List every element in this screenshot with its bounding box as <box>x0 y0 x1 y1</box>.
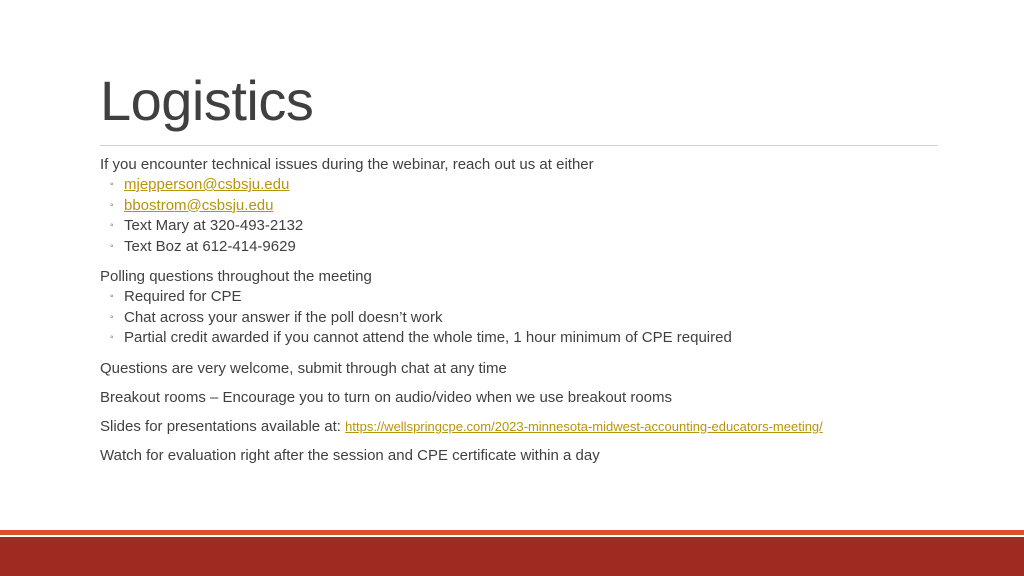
questions-text: Questions are very welcome, submit through chat at any time <box>100 359 507 377</box>
bullet-icon: ◦ <box>110 220 114 231</box>
list-item <box>100 308 980 329</box>
list-item <box>100 287 980 308</box>
slide-title: Logistics <box>100 69 314 132</box>
slides-line <box>100 417 980 437</box>
bullet-icon: ◦ <box>110 179 114 190</box>
contact-list <box>100 175 980 257</box>
evaluation-text: Watch for evaluation right after the session and CPE certificate within a day <box>100 446 600 464</box>
spacer <box>100 379 980 388</box>
spacer <box>100 408 980 417</box>
polling-list <box>100 287 980 349</box>
bullet-icon: ◦ <box>110 199 114 211</box>
text-boz-item: Text Boz at 612-414-9629 <box>124 237 296 255</box>
polling-item-cpe: Required for CPE <box>124 288 242 305</box>
text-mary-item: Text Mary at 320-493-2132 <box>124 217 304 234</box>
breakout-text: Breakout rooms – Encourage you to turn on audio/video when we use breakout rooms <box>100 388 673 406</box>
bullet-icon: ◦ <box>110 240 114 252</box>
email-link-bbostrom[interactable]: bbostrom@csbsju.edu <box>124 196 274 214</box>
list-item <box>100 216 980 237</box>
slides-url-link[interactable]: https://wellspringcpe.com/2023-minnesota-midwest-accounting-educators-meeting/ <box>345 418 823 434</box>
footer-accent-stripe <box>0 530 1024 535</box>
polling-item-credit: Partial credit awarded if you cannot attend the whole time, 1 hour minimum of CPE required <box>124 329 732 346</box>
spacer <box>100 437 980 446</box>
polling-intro: Polling questions throughout the meeting <box>100 268 372 285</box>
list-item <box>100 328 980 349</box>
footer-band <box>0 537 1024 576</box>
list-item <box>100 237 980 258</box>
title-divider <box>100 145 938 146</box>
bullet-icon: ◦ <box>110 311 114 323</box>
bullet-icon: ◦ <box>110 332 114 343</box>
slides-text: Slides for presentations available at: <box>100 417 346 435</box>
email-link-mjepperson[interactable]: mjepperson@csbsju.edu <box>124 176 290 193</box>
bullet-icon: ◦ <box>110 291 114 302</box>
slide-body <box>100 155 980 466</box>
list-item[interactable] <box>100 196 980 217</box>
contact-intro: If you encounter technical issues during the webinar, reach out us at either <box>100 156 594 173</box>
list-item[interactable] <box>100 175 980 196</box>
polling-item-chat: Chat across your answer if the poll doesn’t work <box>124 308 443 326</box>
